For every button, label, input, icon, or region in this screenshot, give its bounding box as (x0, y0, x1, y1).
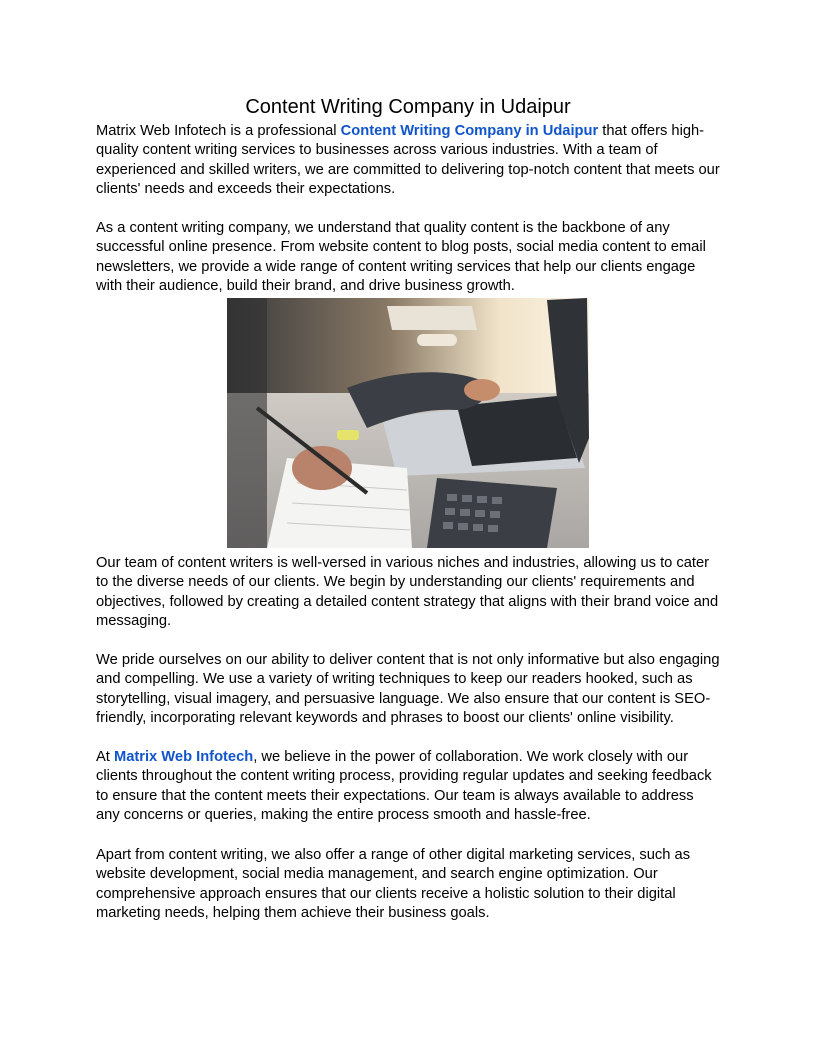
content-writing-link[interactable]: Content Writing Company in Udaipur (340, 123, 599, 139)
page-title: Content Writing Company in Udaipur (245, 96, 571, 118)
para5-text-before: At (96, 749, 114, 765)
paragraph-5 (96, 748, 721, 826)
intro-paragraph (96, 122, 721, 200)
hero-image (227, 298, 589, 548)
paragraph-6: Apart from content writing, we also offer a range of other digital marketing services, such as website development, social media management, and search engine optimization. Our comprehensive approach ensures that our clients receive a holistic solution to their digital marketing needs, helping them achieve their business goals. (96, 847, 691, 922)
paragraph-3: Our team of content writers is well-versed in various niches and industries, allowing us to cater to the diverse needs of our clients. We begin by understanding our clients' requirements and objectives, followed by creating a detailed content strategy that aligns with their brand voice and messaging. (96, 555, 719, 630)
intro-text-before: Matrix Web Infotech is a professional (96, 123, 341, 139)
paragraph-4: We pride ourselves on our ability to deliver content that is not only informative but also engaging and compelling. We use a variety of writing techniques to keep our readers hooked, such as storytelling, visual imagery, and persuasive language. We also ensure that our content is SEO-friendly, incorporating relevant keywords and phrases to boost our clients' online visibility. (96, 652, 720, 727)
para5-text-after: , we believe in the power of collaboration. We work closely with our clients throughout the content writing process, providing regular updates and seeking feedback to ensure that the content meets their expectations. Our team is always available to address any concerns or queries, making the entire process smooth and hassle-free. (96, 749, 712, 824)
intro-text-after: that offers high-quality content writing services to businesses across various industries. With a team of experienced and skilled writers, we are committed to delivering top-notch content that meets our clients' needs and exceeds their expectations. (96, 123, 720, 198)
paragraph-2: As a content writing company, we understand that quality content is the backbone of any successful online presence. From website content to blog posts, social media content to email newsletters, we provide a wide range of content writing services that help our clients engage with their audience, build their brand, and drive business growth. (96, 220, 706, 295)
matrix-web-infotech-link[interactable]: Matrix Web Infotech (113, 749, 254, 765)
photo-icon (227, 298, 589, 548)
